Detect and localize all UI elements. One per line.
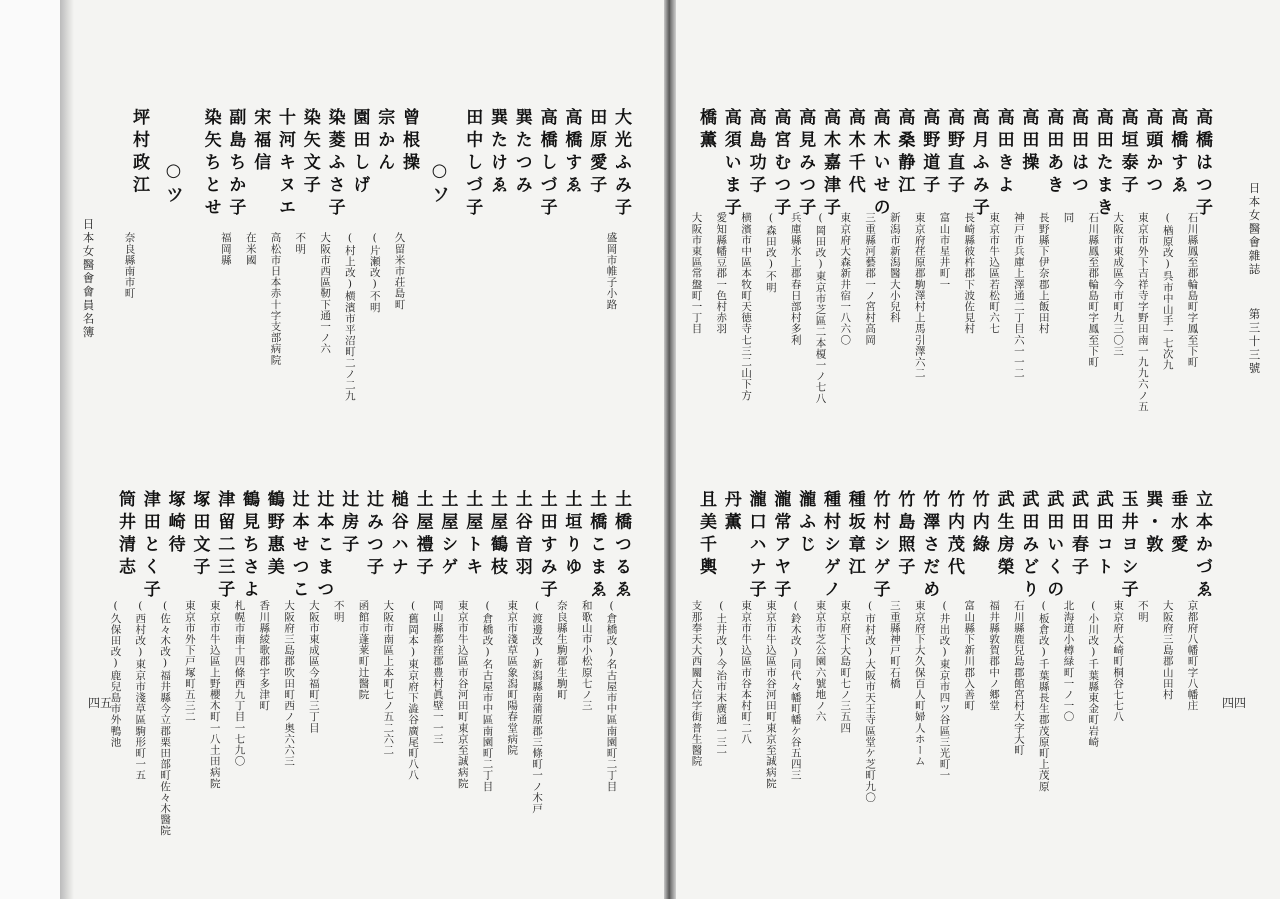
member-address: 大阪市東成區今市町九三〇三 [1112,212,1125,357]
member-name: 土垣りゆ [561,490,582,580]
member-name: 高田あき [1043,108,1064,198]
member-name: 筒井清志 [115,490,135,580]
member-address: (佐々木改)福井縣今立郡栗田部町佐々木醫院 [159,600,172,837]
member-address: 東京市牛込區上野櫻木町一八土田病院 [208,600,221,789]
member-address: 高松市日本赤十字支部病院 [269,232,282,366]
member-address: 福岡縣 [219,232,232,266]
member-address: 長崎縣彼杵郡下波佐見村 [963,212,976,335]
member-address: (鈴木改)同代々幡町幡ケ谷五四三 [789,600,802,781]
member-address: 東京市淺草區象潟町陽春堂病院 [506,600,519,756]
member-address: (村上改)横濱市平沼町二ノ二九 [343,232,356,402]
member-address: 東京市牛込區市谷本村町二八 [740,600,753,745]
member-name: 副島ちか子 [225,108,246,221]
member-address: (板倉改)千葉縣長生郡茂原町上茂原 [1037,600,1050,792]
member-name: 竹澤さだめ [919,490,940,603]
scan-margin [0,0,60,899]
member-name: 竹島照子 [894,490,915,580]
member-address: 北海道小樽緑町一ノ一〇 [1062,600,1075,723]
member-name: 津田とく子 [139,490,160,603]
member-address: 新潟市新潟醫大小兒科 [888,212,901,323]
member-address: 長野縣下伊奈郡上飯田村 [1037,212,1050,335]
member-address: 在米國 [244,232,257,266]
member-name: 田中しづ子 [462,108,483,221]
member-address: 札幌市南十四條西九丁目一七九〇 [233,600,246,767]
member-address: 三重縣河藝郡一ノ宮村高岡 [864,212,877,346]
member-address: (森田改)不明 [764,212,777,293]
member-address: 東京府荏原郡駒澤村上馬引澤六二 [913,212,926,379]
member-address: (舊岡本)東京府下澁谷廣尾町八八 [407,600,420,781]
member-name: 辻本せつこ [288,490,309,603]
member-address: 神戸市兵庫上澤通二丁目六一一二 [1012,212,1025,379]
member-address: 奈良縣南市町 [123,232,136,299]
page-number-left: 四五 [88,696,113,710]
member-name: 辻房子 [338,490,359,558]
member-name: 高田操 [1018,108,1039,176]
member-address: 岡山縣都窪郡豊村眞壁一一三 [431,600,444,745]
member-address: 福井縣敦賀郡中ノ郷堂 [988,600,1001,711]
member-name: 武生房榮 [993,490,1014,580]
page-edge-shadow [60,0,74,899]
member-address: (久保田改)鹿兒島市外鴨池 [109,600,122,748]
member-address: 東京府大森新井宿一八六〇 [839,212,852,346]
member-name: 土田すみ子 [536,490,557,603]
journal-title: 日本女醫會雜誌 [1247,182,1262,277]
member-name: 高垣泰子 [1117,108,1138,198]
member-name: 土橋つるゑ [611,490,631,603]
member-address: 京都府八幡町字八幡庄 [1186,600,1199,711]
member-address: (西村改)東京市淺草區駒形町一五 [134,600,147,781]
member-name: 高木いせの [869,108,890,221]
member-address: 東京市牛込區若松町六七 [988,212,1001,335]
member-address: (倉橋改)名古屋市中區南園町二丁目 [481,600,494,792]
roster-title: 日本女醫會會員名簿 [81,218,96,340]
member-address: (井出改)東京市四ツ谷區三光町一 [938,600,951,781]
member-address: 支那奉天大西關大信字街普生醫院 [690,600,703,767]
member-name: 坪村政江 [129,108,149,198]
member-name: 園田しげ [349,108,370,198]
member-name: 高頭かつ [1142,108,1163,198]
member-name: 高田きよ [993,108,1014,198]
member-address: 大阪市西區靭下通一ノ六 [319,232,332,355]
member-address: 三重縣神戸町石橋 [888,600,901,689]
member-name: 瀧口ハナ子 [745,490,766,603]
member-name: 高桑静江 [894,108,915,198]
member-name: 竹内茂代 [944,490,964,580]
member-name: 高田たまき [1092,108,1113,221]
member-address: 石川縣鳳至郡輪島町字鳳至下町 [1186,212,1199,368]
member-name: 種坂章江 [844,490,865,580]
member-address: 石川縣鳳至郡輪島町字鳳至下町 [1087,212,1100,368]
member-name: 武田みどり [1018,490,1039,603]
member-name: 土屋トキ [462,490,483,580]
member-address: 東京府下大久保百人町婦人ホーム [913,600,926,767]
member-address: 久留米市荘島町 [393,232,406,310]
member-address: (倉橋改)名古屋市中區南園町二丁目 [605,600,618,792]
member-name: 高橋しづ子 [536,108,557,221]
member-address: 東京市外下吉祥寺字野田南一九九六ノ五 [1136,212,1149,412]
member-address: 富山市星井町一 [938,212,951,290]
member-address: (片瀬改)不明 [368,232,381,313]
member-address: 大阪市東區常盤町一丁目 [690,212,703,335]
member-name: 宋福信 [250,108,271,176]
member-name: 辻本こまつ [313,490,334,603]
section-heading-tsu: ○ツ [163,160,184,207]
member-name: 橋薫 [696,108,716,153]
member-name: 高島功子 [745,108,766,198]
member-address: 香川縣綾歌郡宇多津町 [258,600,271,711]
member-name: 種村シゲノ [820,490,840,603]
member-name: 土屋鶴枝 [487,490,507,580]
member-name: 丹薫 [720,490,741,535]
member-name: 高木千代 [844,108,865,198]
issue-number: 第三十三號 [1247,308,1262,376]
member-address: 不明 [1136,600,1149,623]
member-address: 奈良縣生駒郡生駒町 [555,600,568,700]
member-address: 東京市芝公園六號地ノ六 [814,600,827,723]
member-address: 東京市牛込區市谷河田町東京至誠病院 [456,600,469,789]
member-address: 富山縣下新川郡入善町 [963,600,976,711]
member-address: 東京府大崎町桐谷七七八 [1112,600,1125,723]
member-address: 東京市外下戸塚町五三二 [183,600,196,723]
member-name: 武田春子 [1068,490,1088,580]
member-address: 石川縣鹿兒島郡館宮村大字大町 [1012,600,1025,756]
member-name: 染菱ふさ子 [324,108,345,221]
member-name: 宗かん [374,108,395,176]
book-spine [664,0,676,899]
member-address: (小川改)千葉縣東金町岩崎 [1087,600,1100,748]
member-address: 兵庫縣氷上郡春日部村多利 [789,212,802,346]
member-name: 竹内綠 [968,490,989,558]
member-address: 東京府下大島町七ノ三五四 [839,600,852,734]
member-name: 高橋はつ子 [1192,108,1212,221]
member-name: 高橋すゑ [1167,108,1188,198]
member-address: 大阪府三島郡山田村 [1161,600,1174,700]
member-name: 土橋こまゑ [586,490,607,603]
member-address: 横濱市中區本牧町天徳寺七三二山下方 [740,212,753,401]
member-name: 垂水愛 [1167,490,1188,558]
member-address: 函館市蓬莱町辻醫院 [357,600,370,700]
member-name: 巽たつみ [511,108,532,198]
member-name: 高見みつ子 [795,108,816,221]
member-name: 且美千輿 [696,490,716,580]
member-address: 同 [1062,212,1075,224]
member-address: (土井改)今治市末廣通一三一 [715,600,728,759]
member-address: 不明 [332,600,345,623]
member-name: 土屋シゲ [437,490,458,580]
member-name: 塚田文子 [189,490,210,580]
member-name: 槌谷ハナ [387,490,408,580]
member-address: 盛岡市帷子小路 [605,232,618,310]
member-name: 高木嘉津子 [820,108,840,221]
member-name: 塚崎待 [164,490,185,558]
member-name: 土谷音羽 [511,490,532,580]
member-address: 大阪市南區上本町七ノ五二六二 [382,600,395,756]
member-name: 高宮むつ子 [770,108,791,221]
member-name: 高橋すゑ [561,108,582,198]
member-name: 瀧ふじ [795,490,816,558]
member-name: 染矢ちとせ [200,108,221,221]
member-address: (岡田改)東京市芝區二本榎一ノ七八 [814,212,827,404]
member-address: 東京市牛込區市谷河田町東京至誠病院 [764,600,777,789]
member-name: 瀧常アヤ子 [770,490,791,603]
section-heading-so: ○ソ [429,160,450,207]
member-name: 高須いま子 [720,108,741,221]
member-name: 高田はつ [1068,108,1088,198]
member-name: 田原愛子 [586,108,607,198]
member-address: 和歌山市小松原七ノ三 [580,600,593,711]
page-number-right: 四四 [1222,696,1247,710]
member-name: 高野道子 [919,108,940,198]
member-name: 大光ふみ子 [611,108,631,221]
member-name: 染矢文子 [299,108,320,198]
member-name: 鶴見ちさよ [239,490,259,603]
member-name: 巽たけゑ [487,108,507,198]
member-address: (市村改)大阪市天王寺區堂ケ芝町九〇 [864,600,877,803]
member-name: 武田コト [1092,490,1113,580]
member-name: 津留二三子 [214,490,235,603]
member-name: 鶴野惠美 [263,490,284,580]
member-name: 曾根操 [399,108,419,176]
member-address: (楢原改)呉市中山手一七次九 [1161,212,1174,371]
member-name: 十河キヌエ [275,108,295,221]
member-address: 愛知縣幡豆郡一色村赤羽 [715,212,728,335]
member-address: (渡邊改)新潟縣南蒲原郡三條町一ノ木戸 [531,600,544,814]
member-address: 大阪市東成區今福町三丁目 [307,600,320,734]
member-name: 玉井ヨシ子 [1117,490,1138,603]
member-name: 高野直子 [944,108,964,198]
member-name: 辻みつ子 [363,490,383,580]
member-address: 大阪府三島郡吹田町西ノ奥六六三 [283,600,296,767]
member-name: 武田いくの [1043,490,1064,603]
member-name: 竹村シゲ子 [869,490,890,603]
member-name: 高月ふみ子 [968,108,989,221]
member-name: 立本かづゑ [1192,490,1212,603]
member-address: 不明 [294,232,307,255]
member-name: 巽・敦 [1142,490,1163,558]
member-name: 土屋禮子 [412,490,433,580]
